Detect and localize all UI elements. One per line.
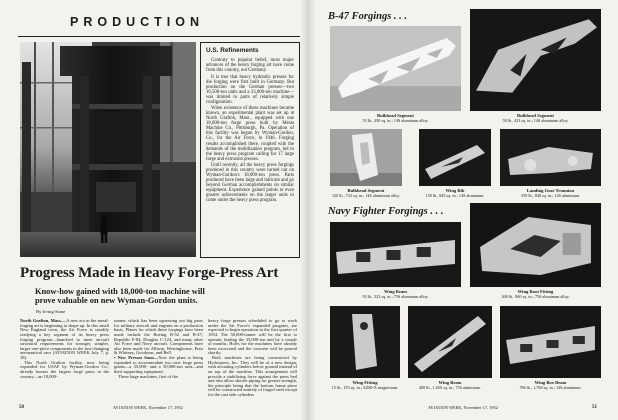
forging-photo — [500, 129, 601, 186]
photo-caption — [470, 289, 601, 299]
caption-spec: 150 lb., 845 sq. in.; 14S aluminum. — [425, 193, 485, 199]
page-number-right: 51 — [592, 405, 597, 410]
body-paragraph: This North Grafton facility, now being expanded for USAF by Wyman-Gordon Co., already houses the largest forge press in the country—an 18,000- — [20, 359, 109, 379]
body-column-1 — [20, 319, 109, 404]
caption-title: Wing Box Beam — [534, 380, 567, 385]
caption-spec: 15 lb., 155 sq. in.; AZ80-X magnesium. — [331, 385, 399, 391]
photo-caption — [330, 113, 461, 123]
caption-spec: 268 lb., 960 sq. in.; 75S aluminum alloy. — [501, 294, 570, 300]
paragraph-lead-in: • New Presses Soon— — [114, 355, 159, 360]
forging-photo — [330, 129, 402, 186]
photo-caption — [315, 380, 415, 390]
forging-photo — [330, 222, 461, 287]
photo-caption — [470, 113, 601, 123]
body-paragraph — [20, 319, 109, 361]
sidebar-paragraph: Contrary to popular belief, most major advances of the heavy forging art have come from this country, not Germany. — [206, 58, 294, 74]
caption-title: Bulkhead Segment — [517, 113, 554, 118]
body-paragraph: heavy forge presses scheduled to go to work under the Air Force's expanded program, are expected to begin operation in the first quarter of 1954. The 50,000-tonner will be the first to operate, leading the 35,000-ton unit by a couple of months. Holes for the machines have already been excavated and the concrete will be poured shortly. — [208, 319, 297, 356]
caption-spec: 120 lb., 723 sq. in.; 14S aluminum alloy. — [331, 193, 401, 199]
caption-spec: 786 lb., 1,760 sq. in.; 14S aluminum. — [519, 385, 582, 391]
sidebar-paragraph: Until recently, all the heavy press forgings produced in this country were turned out on Wyman-Gordon's 18,000-ton press. Parts produced have been large and intricate and go beyond German accomplishments on similar equipment. Experience gained points to even greater achievements on the larger units to come under the heavy press program. — [206, 163, 294, 204]
body-text: A new era in the metal-forging art is beginning to shape up. In this small New England town, the Air Force is steadily readying a key segment of its heavy press forging program—launched to meet aircraft structural requirements for stronger, simpler, larger one-piece components in the fast-changing aeronautical race (AVIATION WEEK July 7, p. 18). — [20, 319, 109, 360]
body-paragraph — [114, 356, 203, 375]
header-rule — [18, 36, 300, 37]
caption-title: Landing Gear Trunnion — [526, 188, 575, 193]
photo-caption — [408, 380, 492, 390]
caption-spec: 359 lb., 840 sq. in.; 14S aluminum. — [521, 193, 580, 199]
subheadline-line: prove valuable on new Wyman-Gordon units. — [35, 296, 198, 305]
footer-publication-left: AVIATION WEEK, November 17, 1952 — [113, 405, 183, 410]
photo-caption — [500, 380, 601, 390]
caption-title: Wing Fitting — [352, 380, 378, 385]
dateline: North Grafton, Mass.— — [20, 319, 67, 323]
caption-spec: 58 lb., 423 sq. in.; 14S aluminum alloy. — [502, 118, 569, 124]
sidebar-paragraph: When existence of these machines became known, an experimental plant was set up at North Grafton, Mass., equipped with one 18,000-ton forge press built by Mesta Machine Co., Pittsburgh, Pa. Operation of this facility was begun by Wyman-Gordon, Co., for the Air Force, in 1946. Forging results accomplished there, coupled with the demands of the mobilization program, led to the heavy press program calling for 17 large forge and extrusion presses. — [206, 106, 294, 162]
navy-fighter-forgings-heading: Navy Fighter Forgings . . . — [328, 206, 444, 217]
forging-photo — [408, 306, 492, 378]
caption-title: Bulkhead Segment — [377, 113, 414, 118]
body-paragraph: tonner, which has been squeezing out big parts for military aircraft and engines on a production basis. Planes for which these forgings have been made include the Boeing B-52 and B-47; Republic F-84; Douglas C-124, and many other Air Force and Navy aircraft. Components have also been made for Allison, Westinghouse, Pratt & Whitney, Goodyear, and Bell. — [114, 319, 203, 356]
photo-caption — [415, 188, 495, 198]
body-paragraph: These large machines, first of the — [118, 373, 178, 379]
article-subheadline — [35, 287, 205, 305]
subheadline-line: Know-how gained with 18,000-ton machine will — [35, 287, 205, 296]
article-headline: Progress Made in Heavy Forge-Press Art — [20, 265, 279, 281]
body-paragraph: Both machines are being constructed by Hydropress, Inc. They will be of a new design, with actuating cylinders below ground instead of on top of the machine. This arrangement will provide a stabilizing force against the press bed and also allow shorter piping for greater strength, the principle being that the bottom frame piece will be constructed entirely of forged steel except for the cast side cylinders — [208, 355, 297, 397]
photo-caption — [330, 289, 461, 299]
body-column-3 — [208, 319, 297, 404]
forging-photo — [419, 129, 491, 186]
sidebar-title: U.S. Refinements — [206, 47, 259, 54]
caption-spec: 93 lb., 523 sq. in.; 75S aluminum alloy. — [362, 294, 429, 300]
forge-press-image — [20, 42, 196, 257]
sidebar-paragraph: It is true that heavy hydraulic presses for die forging were first built in Germany. But production on the German presses—two 16,500-ton units and a 33,000-ton machine—was limited to parts of relatively simple configuration. — [206, 74, 294, 105]
byline: By Irving Stone — [36, 309, 66, 314]
caption-spec: 400 lb., 1,650 sq. in.; 75S aluminum. — [418, 385, 482, 391]
page-gutter — [300, 0, 316, 420]
caption-title: Wing Beam — [438, 380, 462, 385]
body-column-2 — [114, 319, 203, 404]
caption-spec: 55 lb., 490 sq. in.; 14S aluminum alloy. — [362, 118, 429, 124]
page-number-left: 50 — [19, 405, 24, 410]
forging-photo — [330, 26, 461, 111]
forging-photo — [330, 306, 400, 378]
photo-caption — [316, 188, 416, 198]
caption-title: Bulkhead Segment — [347, 188, 385, 193]
caption-title: Wing Beam — [383, 289, 407, 294]
photo-caption — [500, 188, 601, 198]
body-text: Now the plant is being expanded to accommodate two new forge press giants—a 35,000- and a 50,000-ton unit—and their supporting equipment. — [114, 355, 203, 374]
section-header: PRODUCTION — [70, 15, 205, 29]
caption-title: Wing Root Fitting — [517, 289, 554, 294]
b47-forgings-heading: B-47 Forgings . . . — [328, 11, 408, 22]
forging-photo — [470, 203, 601, 287]
forging-photo — [500, 306, 601, 378]
footer-publication-right: AVIATION WEEK, November 17, 1952 — [428, 405, 498, 410]
sidebar-us-refinements — [200, 42, 300, 258]
forge-press-photo — [20, 42, 196, 257]
caption-title: Wing Rib — [445, 188, 465, 193]
forging-photo — [470, 9, 601, 111]
